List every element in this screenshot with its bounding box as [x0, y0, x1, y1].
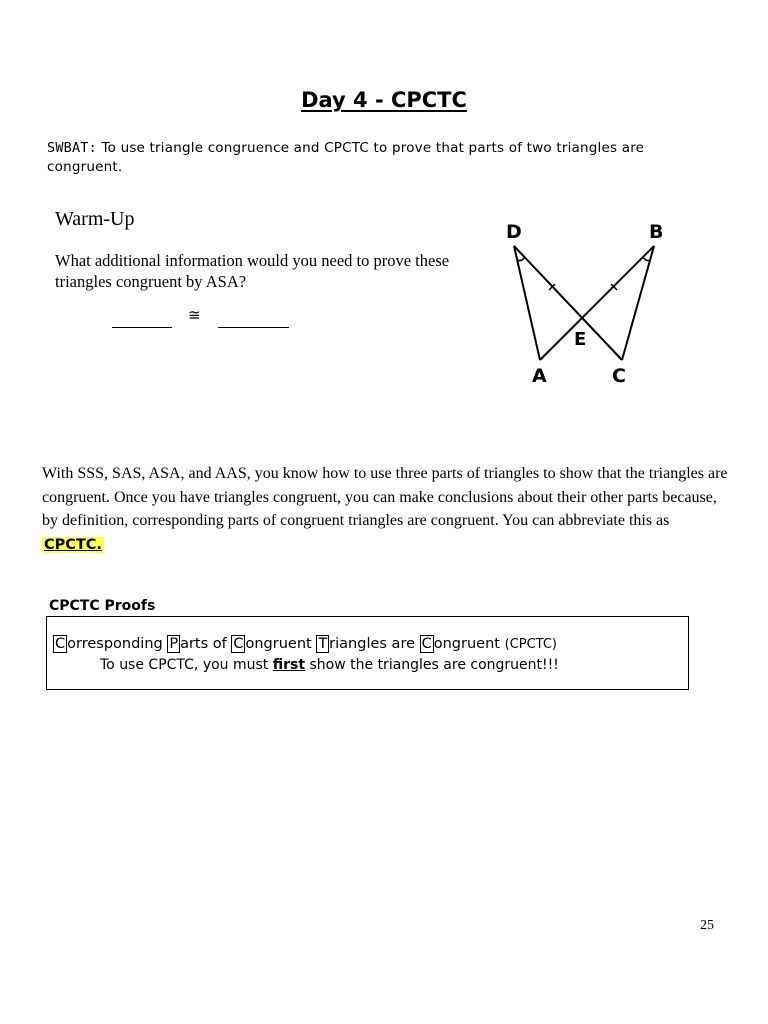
segment-DC — [514, 246, 622, 360]
word-triangles-are: riangles are — [329, 636, 420, 652]
swbat-objective — [47, 139, 717, 177]
swbat-label: SWBAT: — [47, 140, 97, 156]
label-C: C — [612, 365, 626, 387]
page-number: 25 — [700, 918, 714, 933]
cpctc-definition — [53, 635, 557, 653]
answer-blank-left — [112, 327, 172, 328]
label-B: B — [649, 221, 664, 243]
segment-DA — [514, 246, 540, 360]
initial-t: T — [318, 636, 328, 652]
answer-blank-right — [218, 327, 289, 328]
word-corresponding: orresponding — [67, 636, 168, 652]
swbat-text: To use triangle congruence and CPCTC to prove that parts of two triangles are congruent. — [47, 140, 645, 175]
angle-and-tick-marks — [517, 257, 651, 290]
bowtie-triangles-diagram — [490, 212, 700, 392]
initial-c1: C — [55, 636, 66, 652]
word-congruent: ongruent — [245, 636, 317, 652]
cpctc-highlight: CPCTC. — [44, 536, 102, 553]
label-D: D — [506, 221, 522, 243]
initial-c2: C — [233, 636, 244, 652]
label-E: E — [574, 329, 587, 350]
word-parts-of: arts of — [180, 636, 232, 652]
cpctc-abbreviation: (CPCTC) — [504, 637, 557, 652]
word-congruent-2: ongruent — [433, 636, 505, 652]
initial-c3: C — [421, 636, 432, 652]
page-title: Day 4 - CPCTC — [301, 88, 467, 112]
angle-mark-D — [517, 257, 525, 261]
label-A: A — [532, 365, 547, 387]
warmup-heading: Warm-Up — [55, 208, 135, 230]
note-before: To use CPCTC, you must — [100, 657, 273, 673]
segment-BA — [540, 246, 654, 360]
cpctc-usage-note — [100, 657, 559, 673]
warmup-question: What additional information would you need to prove these triangles congruent by ASA? — [55, 251, 450, 291]
note-after: show the triangles are congruent!!! — [305, 657, 559, 673]
initial-p: P — [169, 636, 179, 652]
proofs-heading: CPCTC Proofs — [49, 598, 156, 614]
cpctc-explanation — [42, 462, 732, 557]
congruent-symbol: ≅ — [188, 306, 201, 324]
explanation-text: With SSS, SAS, ASA, and AAS, you know how to use three parts of triangles to show that the triangles are congruent. Once you have triangles congruent, you can make conclusions about their other parts because, by definition, corresponding parts of congruent triangles are congruent. You can abbreviate this as — [42, 465, 728, 529]
note-emphasis-first: first — [272, 657, 306, 673]
cpctc-definition-box — [46, 616, 689, 690]
